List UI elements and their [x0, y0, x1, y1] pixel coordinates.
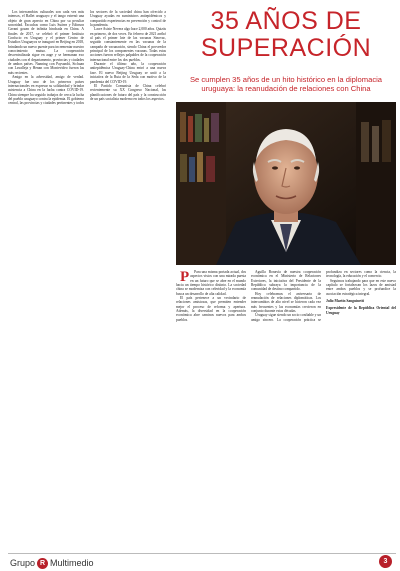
main-article-columns [176, 270, 396, 548]
drop-cap: P [180, 269, 190, 285]
body-paragraph: Hoy celebramos el aniversario de reanudación de relaciones diplomáticas. Los intercambios de alto nivel se hicieron cada vez más frecuentes y las economías crecieron en conjunto durante estas décadas. [251, 291, 321, 314]
body-paragraph: Uruguay sigue siendo un socio confiable y un amigo sincero. La cooperación práctica se profundiza en sectores como la ciencia, la tecnología, la educación y el comercio. [251, 270, 396, 322]
logo-r-badge: R [37, 558, 48, 569]
footer-divider [8, 553, 396, 554]
left-article-column [8, 10, 166, 550]
logo-brand-suffix: Multimedio [50, 558, 94, 568]
publisher-logo [10, 557, 94, 569]
signature-title: Expresidente de la República Oriental del Uruguay [326, 306, 396, 315]
left-paragraph: Durante el último año, la cooperación antiepidémica Uruguay-China entró a una nueva fase. El nuevo Beijing Uruguay se unió a la iniciativa de la Ruta de la Seda con motivo de la pandemia del COVID-19. [90, 62, 166, 84]
body-paragraph: P Para una misma portada actual, dos aspectos vistos con una mirada puesta en un futuro que se abre en el mundo hacia un tiempo histórico distinto. La sociedad china se moderniza con celeridad y la economía busca un desarrollo de alta calidad. [176, 269, 246, 296]
subheadline: Se cumplen 35 años de un hito histórico en la diplomacia uruguaya: la reanudación de relaciones con China [189, 75, 383, 93]
portrait-photo [176, 102, 396, 265]
headline-line-2: SUPERACIÓN [200, 34, 372, 62]
body-paragraph: Aguilla Bonavía de nuestra cooperación económica en el Ministerio de Relaciones Exteriores, la iniciativa del Presidente de la República subraya la importancia de la comunidad de destino compartido. [251, 270, 321, 292]
left-paragraph: Lacre Asiste Nevera algo hace 2,000 años. Quizás en primero, de dos veces. En febrero de 2021 arribó al país el primer lote de las vacunas Sinovac, seguido constantemente en las vacunas de la campaña de vacunación, siendo China el proveedor principal de los componentes vacunas. Todas estas acciones fueron reflejos palpables de la cooperación internacional entre los dos pueblos. [90, 27, 166, 62]
left-paragraph: El Partido Comunista de China celebró recientemente su XX Congreso Nacional, las planificaciones de futuro del país y la construcción de un país socialista moderno en todos los aspectos. [90, 83, 166, 101]
headline-line-1: 35 AÑOS DE [210, 7, 362, 35]
left-paragraph: Los intercambios culturales son cada vez más intensos, el Ballet uruguayo y el tango estrenó una objeto de gran aprecio en China por su peculiar sonoridad. Escuchas como Luis Suárez y Edinson Cavani gozan de infinita hinchada en China. A finales de 2017, se celebró el primer Instituto Confucio en Uruguay y el primer Centro de Estudios Uruguayos se inauguró en Beijing en 2018, brindando un nuevo puente para incrementar nuestro conocimiento mutuo. La cooperación descentralizada sigue en auge y se hermanan exo ciudades con el departamento, provincias y ciudades de ambos países. Nanning con Paysandú, Sichuan con Lavalleja y Henan con Montevideo fueron las más recientes. [8, 10, 84, 75]
headline [176, 8, 396, 62]
left-paragraph: Amigo en la adversidad, amigo de verdad. Uruguay fue uno de los primeros países internacionales en expresar su solidaridad y brindar asistencia a China en la lucha contra COVID-19. China siempre ha seguido trabajos de cerca la lucha del pueblo uruguayo contra la epidemia. El gobierno central, las provincias y ciudades pertinentes y todos los sectores de la sociedad china han ofrecido a Uruguay ayudas en suministros antiepidémicos y compartido experiencias en prevención y control de la pandemia. [8, 10, 166, 106]
portrait-illustration [176, 102, 396, 265]
page-number: 3 [379, 555, 392, 568]
signature-name: Julio Martín Sanguinetti [326, 299, 364, 304]
body-paragraph: El país pertenece a un vecindario de relaciones amistosas, que permiten entender mejor el proceso de reforma y apertura. Además, la diversidad en la cooperación económica abre caminos nuevos para ambos pueblos. [176, 296, 246, 322]
logo-brand-prefix: Grupo [10, 558, 36, 568]
body-paragraph: Seguimos trabajando para que en este nuevo capítulo se fortalezcan los lazos de amistad entre ambos pueblos y se profundice la asociación estratégica integral. [326, 278, 396, 296]
